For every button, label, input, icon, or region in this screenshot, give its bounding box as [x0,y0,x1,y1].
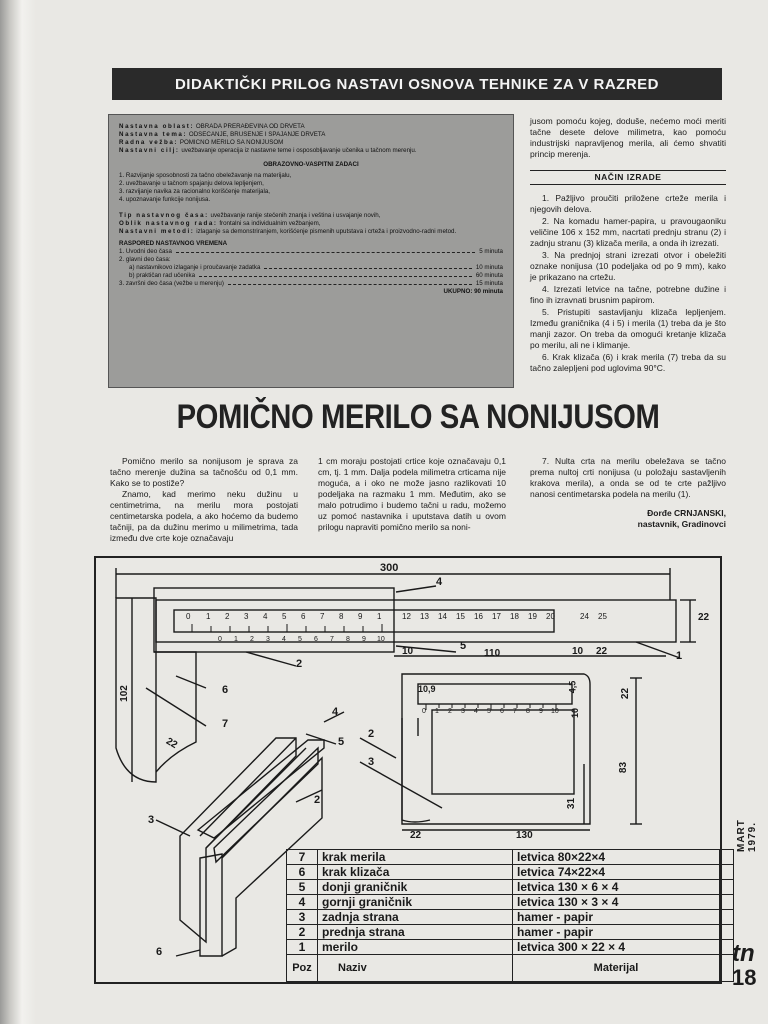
lesson-row [119,220,503,228]
schedule-time: 15 minuta [475,280,503,287]
scale-num: 12 [402,612,411,621]
row-label: Nastavna tema: [119,131,188,138]
table-header-row [287,955,734,982]
goal-item: 4. upoznavanje funkcije nonijusa. [119,196,211,203]
callout: 2 [296,658,303,670]
vernier-num: 0 [218,636,222,643]
material-cell: hamer - papir [513,925,720,940]
table-row [287,865,734,880]
callout: 2 [368,728,375,740]
schedule-text: 3. završni deo časa (vežbe u merenju) [119,280,224,287]
header-poz: Poz [287,955,318,982]
row-text: uvežbavanje operacija iz nastavne teme i osposobljavanje učenika u tačnom merenju. [181,147,417,154]
magazine-logo: tn [732,940,755,967]
scale-num: 1 [206,612,211,621]
vernier-num: 10 [551,708,559,715]
scale-num: 2 [225,612,230,621]
table-row [287,925,734,940]
table-row [287,895,734,910]
vernier-num: 3 [266,636,270,643]
slider-cutout [432,710,574,794]
scale-num: 1 [377,612,382,621]
dim-22: 22 [698,612,710,623]
page-number: 18 [732,965,757,990]
callout: 4 [332,706,339,718]
paragraph: 1 cm moraju postojati crtice koje označavaju 0,1 cm, tj. 1 mm. Dalja podela milimetra crticama nije moguća, a i oko ne može jasno razlikovati 10 podeljaka na razmaku 1 mm. Međutim, ako se malo potrudimo i budemo tačni u radu, možemo uz pomoć nastavnika i uputstava datih u ovom prilogu napraviti pomično merilo sa noni- [318,456,506,532]
row-label: Oblik nastavnog rada: [119,220,218,227]
row-text: ODSECANJE, BRUŠENJE I SPAJANJE DRVETA [188,131,326,138]
dim-10: 10 [570,707,581,719]
scale-num: 14 [438,612,447,621]
vernier-num: 0 [422,708,426,715]
scale-num: 18 [510,612,519,621]
dim-300: 300 [380,562,399,574]
row-label: Nastavna oblast: [119,123,195,130]
article-title: POMIČNO MERILO SA NONIJUSOM [176,398,660,436]
scale-num: 6 [301,612,306,621]
schedule-time: 60 minuta [475,272,503,279]
dim-10: 10 [572,646,584,657]
material-cell: letvica 300 × 22 × 4 [513,940,720,955]
material-cell: letvica 80×22×4 [513,850,720,865]
vernier-num: 8 [346,636,350,643]
vernier-num: 4 [282,636,286,643]
callout: 5 [338,736,345,748]
goal-item: 3. razvijanje navika za racionalno korišćenje materijala, [119,188,270,195]
lesson-row [119,147,503,155]
dim-130: 130 [516,830,533,841]
scale-num: 25 [598,612,607,621]
total-label: UKUPNO: [443,288,473,295]
vernier-num: 7 [330,636,334,643]
author-name: Đorđe CRNJANSKI, [647,508,726,518]
schedule-item [119,272,503,280]
scale-num: 5 [282,612,287,621]
goal-item: 1. Razvijanje sposobnosti za tačno obeležavanje na materijalu, [119,172,292,179]
scale-num: 8 [339,612,344,621]
lesson-row [119,123,503,131]
schedule-time: 10 minuta [475,264,503,271]
paragraph: Pomično merilo sa nonijusom je sprava za tačno merenje dužina sa tačnošću od 0,1 mm. Kako se to postiže? [110,456,298,488]
extra-cell [720,895,734,910]
vernier-num: 4 [474,708,478,715]
callout: 4 [436,576,443,588]
material-cell: letvica 130 × 3 × 4 [513,895,720,910]
vernier-num: 2 [448,708,452,715]
extra-cell [720,850,734,865]
vernier-num: 10 [377,636,385,643]
vernier-num: 9 [362,636,366,643]
header-name: Naziv [318,955,513,982]
scale-num: 7 [320,612,325,621]
piece-4 [198,740,324,838]
row-label: Nastavni cilj: [119,147,180,154]
vernier-num: 6 [500,708,504,715]
extra-cell [720,880,734,895]
dim-22: 22 [596,646,608,657]
vernier-num: 5 [298,636,302,643]
row-label: Nastavni metodi: [119,228,195,235]
name-cell: prednja strana [318,925,513,940]
row-text: POMIČNO MERILO SA NONIJUSOM [179,139,284,146]
name-cell: krak klizača [318,865,513,880]
dim-22: 22 [410,830,422,841]
vernier-num: 2 [250,636,254,643]
author-role: nastavnik, Gradinovci [637,519,726,529]
author-signature [530,508,726,530]
callout: 3 [368,756,375,768]
row-label: Radna vežba: [119,139,179,146]
paragraph: Znamo, kad merimo neku dužinu u centimetrima, na merilu mora postojati centimetarska podela, a ako hoćemo da budemo tačniji, pa da dužinu merimo u milimetrima, tada između dve crte koje označavaju [110,489,298,543]
table-row [287,880,734,895]
dim-102: 102 [118,685,130,702]
callout: 7 [222,718,229,730]
material-cell: letvica 130 × 6 × 4 [513,880,720,895]
body-column-1 [110,456,298,544]
schedule-item [119,280,503,288]
table-row [287,850,734,865]
scale-num: 3 [244,612,249,621]
poz-cell: 7 [287,850,318,865]
poz-cell: 2 [287,925,318,940]
material-cell: letvica 74×22×4 [513,865,720,880]
name-cell: gornji graničnik [318,895,513,910]
jaw-slider [154,652,196,772]
schedule-total [119,288,503,296]
schedule-item [119,248,503,256]
vernier-num: 9 [539,708,543,715]
scale-num: 24 [580,612,589,621]
piece-6 [200,854,222,956]
schedule-text: a) nastavnikovo izlaganje i proučavanje zadatka [129,264,261,271]
intro-text: jusom pomoću kojeg, doduše, nećemo moći meriti tačne desete delove milimetra, kao pomoću industrijski napravljenog merila, ali ćemo shvatiti princip merenja. [530,116,726,159]
step-item: 4. Izrezati letvice na tačne, potrebne dužine i fino ih izravnati brusnim papirom. [530,284,726,305]
extra-cell [720,925,734,940]
callout: 6 [222,684,229,696]
scale-num: 13 [420,612,429,621]
extra-cell [720,865,734,880]
dim-31: 31 [566,797,578,810]
scale-num: 16 [474,612,483,621]
poz-cell: 5 [287,880,318,895]
poz-cell: 4 [287,895,318,910]
scale-num: 15 [456,612,465,621]
body-column-2 [318,456,506,533]
dim-110: 110 [484,648,501,659]
callout: 6 [156,946,163,958]
dim-22: 22 [163,735,180,752]
row-label: Tip nastavnog časa: [119,212,209,219]
dim-10: 10 [402,646,414,657]
scale-num: 0 [186,612,191,621]
step-item: 2. Na komadu hamer-papira, u pravougaoniku veličine 106 x 152 mm, nacrtati prednju stranu (2) i zadnju stranu (3) klizača merila, a onda ih izrezati. [530,216,726,248]
step-item: 6. Krak klizača (6) i krak merila (7) treba da su tačno zalepljeni pod uglovima 90°C. [530,352,726,373]
name-cell: zadnja strana [318,910,513,925]
material-cell: hamer - papir [513,910,720,925]
method-heading: NAČIN IZRADE [530,170,726,185]
page-spine [0,0,36,1024]
name-cell: donji graničnik [318,880,513,895]
body-column-3 [530,456,726,530]
header-material: Materijal [513,955,720,982]
slider-window [418,684,572,704]
callout: 1 [676,650,683,662]
schedule-text: 1. Uvodni deo časa [119,248,172,255]
dim-4-5: 4,5 [567,680,578,694]
callout: 3 [148,814,155,826]
dim-22: 22 [620,687,632,700]
lesson-row [119,212,503,220]
schedule-time: 5 minuta [479,248,503,255]
goal-item: 2. uvežbavanje u tačnom spajanju delova lepljenjem, [119,180,264,187]
step-item: 1. Pažljivo proučiti priložene crteže merila i njegovih delova. [530,193,726,214]
row-text: OBRADA PRERAĐEVINA OD DRVETA [195,123,305,130]
vernier-num: 1 [234,636,238,643]
lesson-row [119,228,503,236]
scale-num: 9 [358,612,363,621]
scale-num: 17 [492,612,501,621]
table-row [287,910,734,925]
scale-num: 19 [528,612,537,621]
extra-cell [720,910,734,925]
row-text: izlaganje sa demonstriranjem, korišćenje pismenih uputstava i crteža i proizvodno-radni metod. [196,228,457,235]
row-text: uvežbavanje ranije stečenih znanja i veština i usvajanje novih, [210,212,381,219]
schedule-item: 2. glavni deo časa: [119,256,171,263]
name-cell: krak merila [318,850,513,865]
vernier-num: 7 [513,708,517,715]
issue-date: MART 1979. [736,819,758,852]
poz-cell: 1 [287,940,318,955]
table-row [287,940,734,955]
row-text: frontalni sa individualnim vežbanjem, [219,220,321,227]
name-cell: merilo [318,940,513,955]
lesson-plan-box [108,114,514,388]
vernier-num: 8 [526,708,530,715]
callout: 5 [460,640,467,652]
vernier-num: 5 [487,708,491,715]
lesson-row [119,131,503,139]
paragraph: 7. Nulta crta na merilu obeležava se tačno prema nultoj crti nonijusa (u položaju sastavljenih krakova merila), a onda se od te crte pažljivo nanosi centimetarska podela na merilu (1). [530,456,726,499]
schedule-text: b) praktičan rad učenika [129,272,196,279]
parts-list-table [286,849,734,982]
goals-title: OBRAZOVNO-VASPITNI ZADACI [263,161,359,168]
lesson-row [119,139,503,147]
schedule-title: RASPORED NASTAVNOG VREMENA [119,240,228,247]
callout: 2 [314,794,321,806]
schedule-item [119,264,503,272]
instructions-column [530,116,726,375]
poz-cell: 6 [287,865,318,880]
step-item: 3. Na prednjoj strani izrezati otvor i obeležiti oznake nonijusa (10 podeljaka od po 9 mm), kako je prikazano na crtežu. [530,250,726,282]
scale-num: 4 [263,612,268,621]
dim-83: 83 [618,761,630,774]
poz-cell: 3 [287,910,318,925]
section-banner: DIDAKTIČKI PRILOG NASTAVI OSNOVA TEHNIKE ZA V RAZRED [112,68,722,100]
total-time: 90 minuta [474,288,503,295]
scale-num: 20 [546,612,555,621]
step-item: 5. Pristupiti sastavljanju klizača lepljenjem. Između graničnika (4 i 5) i merila (1) treba da je što manji zazor. On treba da omogući kretanje klizača po merilu, ali ne i klimanje. [530,307,726,350]
dim-10-9: 10,9 [418,684,436,694]
vernier-num: 3 [461,708,465,715]
vernier-num: 6 [314,636,318,643]
vernier-num: 1 [435,708,439,715]
